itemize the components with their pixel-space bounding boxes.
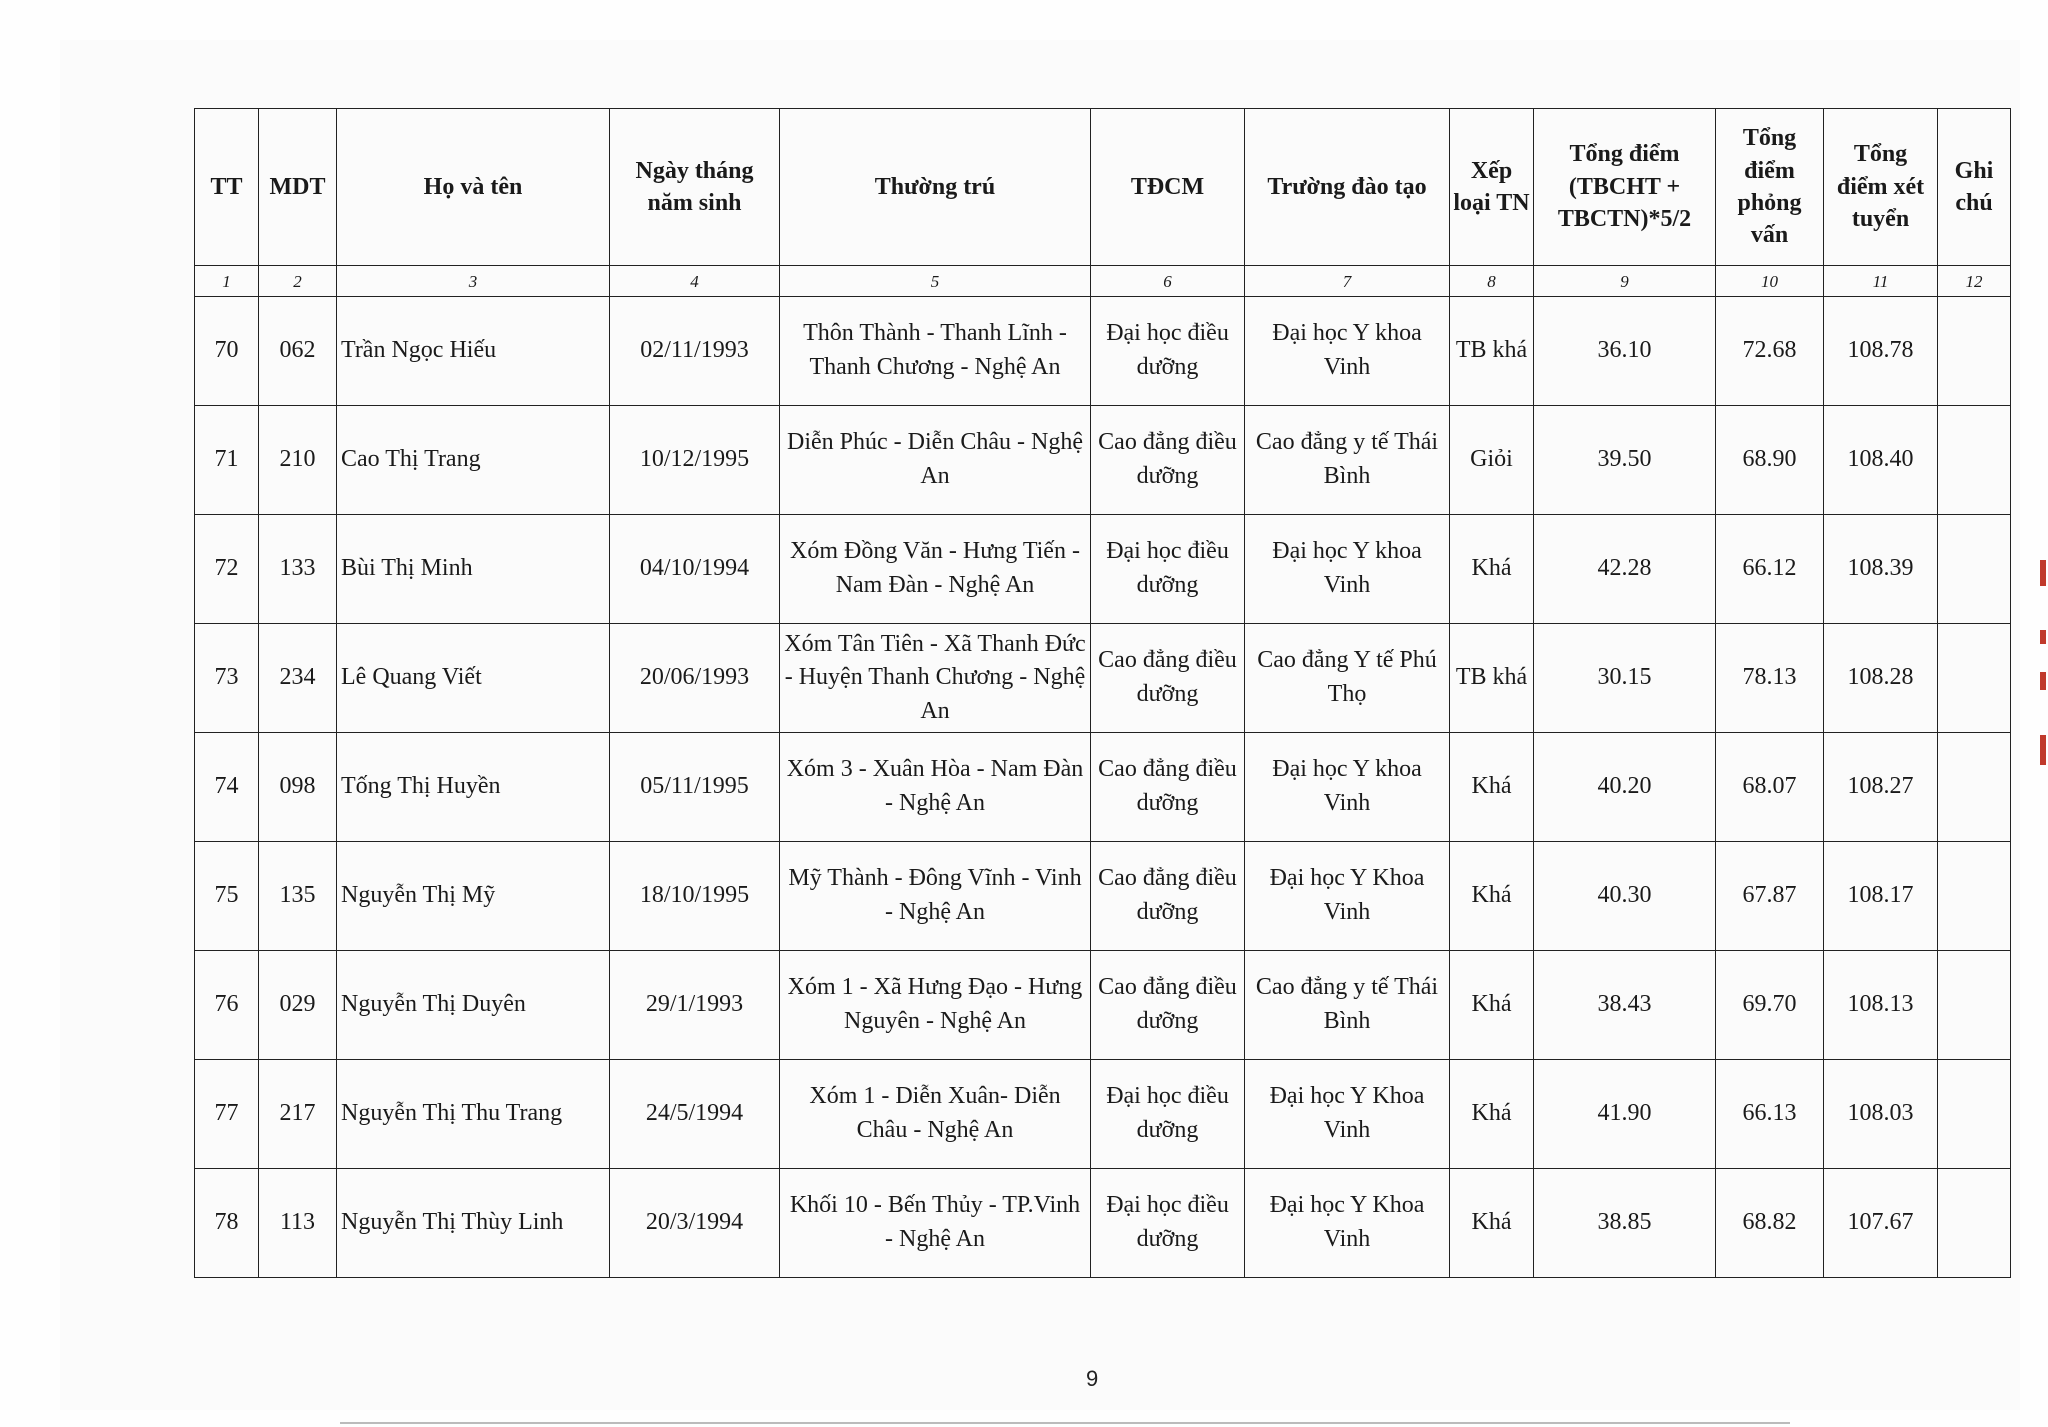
total-score-cell: 108.17 <box>1824 842 1938 951</box>
column-header: TT <box>195 109 259 266</box>
graduation-rank-cell: Khá <box>1450 733 1534 842</box>
notes-cell <box>1938 1060 2011 1169</box>
column-number: 1 <box>195 266 259 297</box>
residence-cell: Xóm Tân Tiên - Xã Thanh Đức - Huyện Thanh Chương - Nghệ An <box>780 624 1091 733</box>
table-row <box>195 406 2011 515</box>
candidate-code-cell: 098 <box>259 733 337 842</box>
candidate-code-cell: 234 <box>259 624 337 733</box>
birth-date-cell: 20/06/1993 <box>610 624 780 733</box>
row-index-cell: 74 <box>195 733 259 842</box>
interview-score-cell: 69.70 <box>1716 951 1824 1060</box>
birth-date-cell: 10/12/1995 <box>610 406 780 515</box>
academic-score-cell: 40.30 <box>1534 842 1716 951</box>
column-header: Họ và tên <box>337 109 610 266</box>
candidate-code-cell: 133 <box>259 515 337 624</box>
column-header: Ngày tháng năm sinh <box>610 109 780 266</box>
row-index-cell: 70 <box>195 297 259 406</box>
notes-cell <box>1938 1169 2011 1278</box>
qualification-cell: Đại học điều dưỡng <box>1091 515 1245 624</box>
birth-date-cell: 05/11/1995 <box>610 733 780 842</box>
qualification-cell: Cao đẳng điều dưỡng <box>1091 951 1245 1060</box>
interview-score-cell: 78.13 <box>1716 624 1824 733</box>
qualification-cell: Cao đẳng điều dưỡng <box>1091 406 1245 515</box>
margin-stamp-mark <box>2040 672 2046 690</box>
residence-cell: Xóm 1 - Diễn Xuân- Diễn Châu - Nghệ An <box>780 1060 1091 1169</box>
total-score-cell: 108.39 <box>1824 515 1938 624</box>
full-name-cell: Lê Quang Viết <box>337 624 610 733</box>
notes-cell <box>1938 297 2011 406</box>
training-school-cell: Đại học Y khoa Vinh <box>1245 297 1450 406</box>
full-name-cell: Nguyễn Thị Thu Trang <box>337 1060 610 1169</box>
column-header: Tổng điểm xét tuyển <box>1824 109 1938 266</box>
bottom-edge-line <box>340 1422 1790 1424</box>
row-index-cell: 73 <box>195 624 259 733</box>
interview-score-cell: 72.68 <box>1716 297 1824 406</box>
column-number: 8 <box>1450 266 1534 297</box>
birth-date-cell: 29/1/1993 <box>610 951 780 1060</box>
total-score-cell: 108.40 <box>1824 406 1938 515</box>
column-number: 9 <box>1534 266 1716 297</box>
graduation-rank-cell: Khá <box>1450 515 1534 624</box>
graduation-rank-cell: Giỏi <box>1450 406 1534 515</box>
column-number: 3 <box>337 266 610 297</box>
notes-cell <box>1938 733 2011 842</box>
column-header: TĐCM <box>1091 109 1245 266</box>
graduation-rank-cell: Khá <box>1450 1169 1534 1278</box>
academic-score-cell: 40.20 <box>1534 733 1716 842</box>
column-header: Thường trú <box>780 109 1091 266</box>
candidate-code-cell: 062 <box>259 297 337 406</box>
table-row <box>195 951 2011 1060</box>
residence-cell: Xóm 3 - Xuân Hòa - Nam Đàn - Nghệ An <box>780 733 1091 842</box>
full-name-cell: Bùi Thị Minh <box>337 515 610 624</box>
column-number-row <box>195 266 2011 297</box>
results-table <box>194 108 2011 1278</box>
header-row <box>195 109 2011 266</box>
birth-date-cell: 18/10/1995 <box>610 842 780 951</box>
birth-date-cell: 24/5/1994 <box>610 1060 780 1169</box>
candidate-code-cell: 029 <box>259 951 337 1060</box>
table-row <box>195 515 2011 624</box>
interview-score-cell: 66.13 <box>1716 1060 1824 1169</box>
full-name-cell: Tống Thị Huyền <box>337 733 610 842</box>
interview-score-cell: 68.82 <box>1716 1169 1824 1278</box>
column-header: Ghi chú <box>1938 109 2011 266</box>
qualification-cell: Đại học điều dưỡng <box>1091 1060 1245 1169</box>
candidate-code-cell: 113 <box>259 1169 337 1278</box>
residence-cell: Xóm 1 - Xã Hưng Đạo - Hưng Nguyên - Nghệ An <box>780 951 1091 1060</box>
notes-cell <box>1938 624 2011 733</box>
residence-cell: Xóm Đồng Văn - Hưng Tiến - Nam Đàn - Nghệ An <box>780 515 1091 624</box>
candidate-code-cell: 210 <box>259 406 337 515</box>
row-index-cell: 75 <box>195 842 259 951</box>
notes-cell <box>1938 406 2011 515</box>
birth-date-cell: 02/11/1993 <box>610 297 780 406</box>
qualification-cell: Cao đẳng điều dưỡng <box>1091 733 1245 842</box>
notes-cell <box>1938 515 2011 624</box>
candidate-code-cell: 135 <box>259 842 337 951</box>
qualification-cell: Đại học điều dưỡng <box>1091 297 1245 406</box>
graduation-rank-cell: Khá <box>1450 951 1534 1060</box>
training-school-cell: Cao đẳng y tế Thái Bình <box>1245 951 1450 1060</box>
full-name-cell: Nguyễn Thị Duyên <box>337 951 610 1060</box>
column-number: 2 <box>259 266 337 297</box>
row-index-cell: 76 <box>195 951 259 1060</box>
interview-score-cell: 68.90 <box>1716 406 1824 515</box>
birth-date-cell: 04/10/1994 <box>610 515 780 624</box>
table-row <box>195 1060 2011 1169</box>
training-school-cell: Đại học Y Khoa Vinh <box>1245 1060 1450 1169</box>
column-number: 11 <box>1824 266 1938 297</box>
academic-score-cell: 38.43 <box>1534 951 1716 1060</box>
residence-cell: Khối 10 - Bến Thủy - TP.Vinh - Nghệ An <box>780 1169 1091 1278</box>
training-school-cell: Đại học Y khoa Vinh <box>1245 515 1450 624</box>
page-number: 9 <box>1086 1366 1099 1391</box>
margin-stamp-mark <box>2040 560 2046 586</box>
residence-cell: Mỹ Thành - Đông Vĩnh - Vinh - Nghệ An <box>780 842 1091 951</box>
graduation-rank-cell: Khá <box>1450 1060 1534 1169</box>
academic-score-cell: 41.90 <box>1534 1060 1716 1169</box>
row-index-cell: 71 <box>195 406 259 515</box>
table-row <box>195 297 2011 406</box>
margin-stamp-mark <box>2040 630 2046 644</box>
interview-score-cell: 66.12 <box>1716 515 1824 624</box>
graduation-rank-cell: TB khá <box>1450 624 1534 733</box>
full-name-cell: Cao Thị Trang <box>337 406 610 515</box>
column-number: 7 <box>1245 266 1450 297</box>
column-header: Trường đào tạo <box>1245 109 1450 266</box>
column-header: MDT <box>259 109 337 266</box>
academic-score-cell: 36.10 <box>1534 297 1716 406</box>
full-name-cell: Nguyễn Thị Mỹ <box>337 842 610 951</box>
academic-score-cell: 39.50 <box>1534 406 1716 515</box>
total-score-cell: 108.28 <box>1824 624 1938 733</box>
qualification-cell: Cao đẳng điều dưỡng <box>1091 842 1245 951</box>
total-score-cell: 108.27 <box>1824 733 1938 842</box>
column-number: 6 <box>1091 266 1245 297</box>
qualification-cell: Cao đẳng điều dưỡng <box>1091 624 1245 733</box>
birth-date-cell: 20/3/1994 <box>610 1169 780 1278</box>
total-score-cell: 108.03 <box>1824 1060 1938 1169</box>
academic-score-cell: 42.28 <box>1534 515 1716 624</box>
notes-cell <box>1938 951 2011 1060</box>
margin-stamp-mark <box>2040 735 2046 765</box>
training-school-cell: Cao đẳng Y tế Phú Thọ <box>1245 624 1450 733</box>
column-number: 4 <box>610 266 780 297</box>
residence-cell: Diễn Phúc - Diễn Châu - Nghệ An <box>780 406 1091 515</box>
candidate-code-cell: 217 <box>259 1060 337 1169</box>
academic-score-cell: 38.85 <box>1534 1169 1716 1278</box>
column-header: Tổng điểm phỏng vấn <box>1716 109 1824 266</box>
training-school-cell: Đại học Y Khoa Vinh <box>1245 1169 1450 1278</box>
interview-score-cell: 68.07 <box>1716 733 1824 842</box>
full-name-cell: Trần Ngọc Hiếu <box>337 297 610 406</box>
column-number: 12 <box>1938 266 2011 297</box>
total-score-cell: 107.67 <box>1824 1169 1938 1278</box>
qualification-cell: Đại học điều dưỡng <box>1091 1169 1245 1278</box>
total-score-cell: 108.13 <box>1824 951 1938 1060</box>
residence-cell: Thôn Thành - Thanh Lĩnh - Thanh Chương - Nghệ An <box>780 297 1091 406</box>
column-number: 10 <box>1716 266 1824 297</box>
training-school-cell: Đại học Y khoa Vinh <box>1245 733 1450 842</box>
row-index-cell: 72 <box>195 515 259 624</box>
graduation-rank-cell: TB khá <box>1450 297 1534 406</box>
table-row <box>195 624 2011 733</box>
column-header: Tổng điểm (TBCHT + TBCTN)*5/2 <box>1534 109 1716 266</box>
row-index-cell: 77 <box>195 1060 259 1169</box>
total-score-cell: 108.78 <box>1824 297 1938 406</box>
full-name-cell: Nguyễn Thị Thùy Linh <box>337 1169 610 1278</box>
table-row <box>195 1169 2011 1278</box>
row-index-cell: 78 <box>195 1169 259 1278</box>
table-row <box>195 733 2011 842</box>
column-number: 5 <box>780 266 1091 297</box>
academic-score-cell: 30.15 <box>1534 624 1716 733</box>
training-school-cell: Cao đẳng y tế Thái Bình <box>1245 406 1450 515</box>
column-header: Xếp loại TN <box>1450 109 1534 266</box>
interview-score-cell: 67.87 <box>1716 842 1824 951</box>
notes-cell <box>1938 842 2011 951</box>
graduation-rank-cell: Khá <box>1450 842 1534 951</box>
training-school-cell: Đại học Y Khoa Vinh <box>1245 842 1450 951</box>
table-body <box>195 266 2011 1278</box>
table-row <box>195 842 2011 951</box>
